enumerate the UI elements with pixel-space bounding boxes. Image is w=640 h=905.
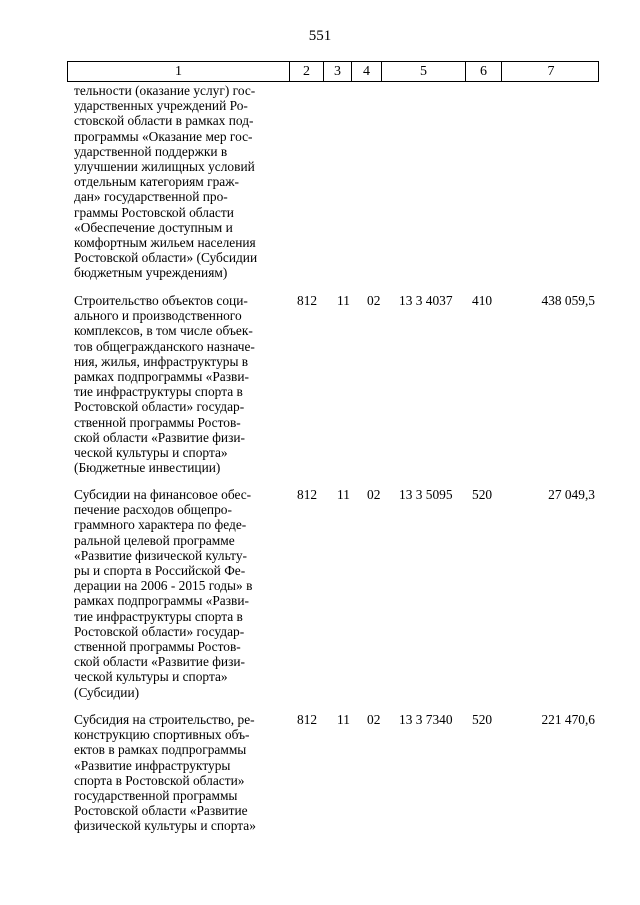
row-description <box>74 712 284 834</box>
desc-line: ственной программы Ростов- <box>74 414 241 430</box>
desc-line: ектов в рамках подпрограммы <box>74 742 247 758</box>
desc-line: государственной программы <box>74 788 238 804</box>
row-cell-col2: 812 <box>297 712 318 727</box>
desc-line: конструкцию спортивных объ- <box>74 727 250 743</box>
desc-line: (Субсидии) <box>74 684 140 700</box>
desc-line: дерации на 2006 - 2015 годы» в <box>74 578 253 594</box>
desc-line: ударственных учреждений Ро- <box>74 98 248 114</box>
desc-line: комфортным жильем населения <box>74 235 256 251</box>
desc-line: граммы Ростовской области <box>74 204 234 220</box>
row-cell-col2: 812 <box>297 293 318 308</box>
desc-line: рамках подпрограммы «Разви- <box>74 593 249 609</box>
desc-line: улучшении жилищных условий <box>74 159 255 175</box>
desc-line: отдельным категориям граж- <box>74 174 239 190</box>
desc-line: «Развитие физической культу- <box>74 547 247 563</box>
desc-line: физической культуры и спорта» <box>74 818 256 834</box>
header-col-5: 5 <box>382 62 466 81</box>
row-cell-col7: 27 049,3 <box>548 487 595 502</box>
row-cell-col7: 438 059,5 <box>541 293 595 308</box>
desc-line: Субсидия на строительство, ре- <box>74 712 255 727</box>
desc-line: ударственной поддержки в <box>74 143 228 159</box>
desc-line: комплексов, в том числе объек- <box>74 323 253 339</box>
desc-line: (Бюджетные инвестиции) <box>74 460 221 476</box>
desc-line: тельности (оказание услуг) гос- <box>74 83 256 98</box>
desc-line: Ростовской области» государ- <box>74 623 245 639</box>
row-cell-col2: 812 <box>297 487 318 502</box>
header-col-4: 4 <box>352 62 382 81</box>
desc-line: рамках подпрограммы «Разви- <box>74 369 249 385</box>
desc-line: ственной программы Ростов- <box>74 639 241 655</box>
row-cell-col5: 13 3 4037 <box>399 293 453 308</box>
desc-line: Ростовской области» государ- <box>74 399 245 415</box>
header-col-1: 1 <box>68 62 290 81</box>
desc-line: спорта в Ростовской области» <box>74 772 245 788</box>
desc-line: ального и производственного <box>74 308 242 324</box>
header-col-7: 7 <box>547 64 555 79</box>
desc-line: ской области «Развитие физи- <box>74 429 246 445</box>
desc-line: тие инфраструктуры спорта в <box>74 608 243 624</box>
row-cell-col4: 02 <box>367 712 381 727</box>
desc-line: программы «Оказание мер гос- <box>74 128 253 144</box>
header-col-3: 3 <box>324 62 352 81</box>
desc-line: граммного характера по федe- <box>74 517 247 533</box>
desc-line: ской области «Развитие физи- <box>74 654 246 670</box>
row-cell-col6: 520 <box>472 712 493 727</box>
row-cell-col5: 13 3 5095 <box>399 487 453 502</box>
desc-line: Ростовской области» (Субсидии <box>74 250 258 266</box>
row-cell-col3: 11 <box>337 293 350 308</box>
desc-line: печение расходов общепро- <box>74 502 232 518</box>
header-col-6: 6 <box>466 62 502 81</box>
desc-line: Строительство объектов соци- <box>74 293 248 308</box>
desc-line: стовской области в рамках под- <box>74 113 254 129</box>
row-cell-col4: 02 <box>367 487 381 502</box>
desc-line: Ростовской области «Развитие <box>74 803 248 819</box>
desc-line: дан» государственной про- <box>74 189 228 205</box>
desc-line: ры и спорта в Российской Фе- <box>74 563 246 579</box>
desc-line: тие инфраструктуры спорта в <box>74 384 243 400</box>
row-cell-col6: 410 <box>472 293 493 308</box>
desc-line: «Развитие инфраструктуры <box>74 757 231 773</box>
row-cell-col5: 13 3 7340 <box>399 712 453 727</box>
header-col-2: 2 <box>290 62 324 81</box>
row-description <box>74 83 284 281</box>
row-description <box>74 487 284 700</box>
desc-line: ральной целевой программе <box>74 532 235 548</box>
table-header <box>67 61 599 82</box>
desc-line: бюджетным учреждениям) <box>74 265 228 281</box>
row-cell-col3: 11 <box>337 712 350 727</box>
row-cell-col7: 221 470,6 <box>541 712 595 727</box>
page-number: 551 <box>308 28 332 44</box>
row-cell-col3: 11 <box>337 487 350 502</box>
row-cell-col4: 02 <box>367 293 381 308</box>
row-cell-col6: 520 <box>472 487 493 502</box>
row-description <box>74 293 284 475</box>
desc-line: ческой культуры и спорта» <box>74 669 228 685</box>
desc-line: тов общегражданского назначе- <box>74 338 255 354</box>
desc-line: ния, жилья, инфраструктуры в <box>74 353 249 369</box>
desc-line: ческой культуры и спорта» <box>74 445 228 461</box>
desc-line: «Обеспечение доступным и <box>74 219 233 235</box>
desc-line: Субсидии на финансовое обес- <box>74 487 252 502</box>
